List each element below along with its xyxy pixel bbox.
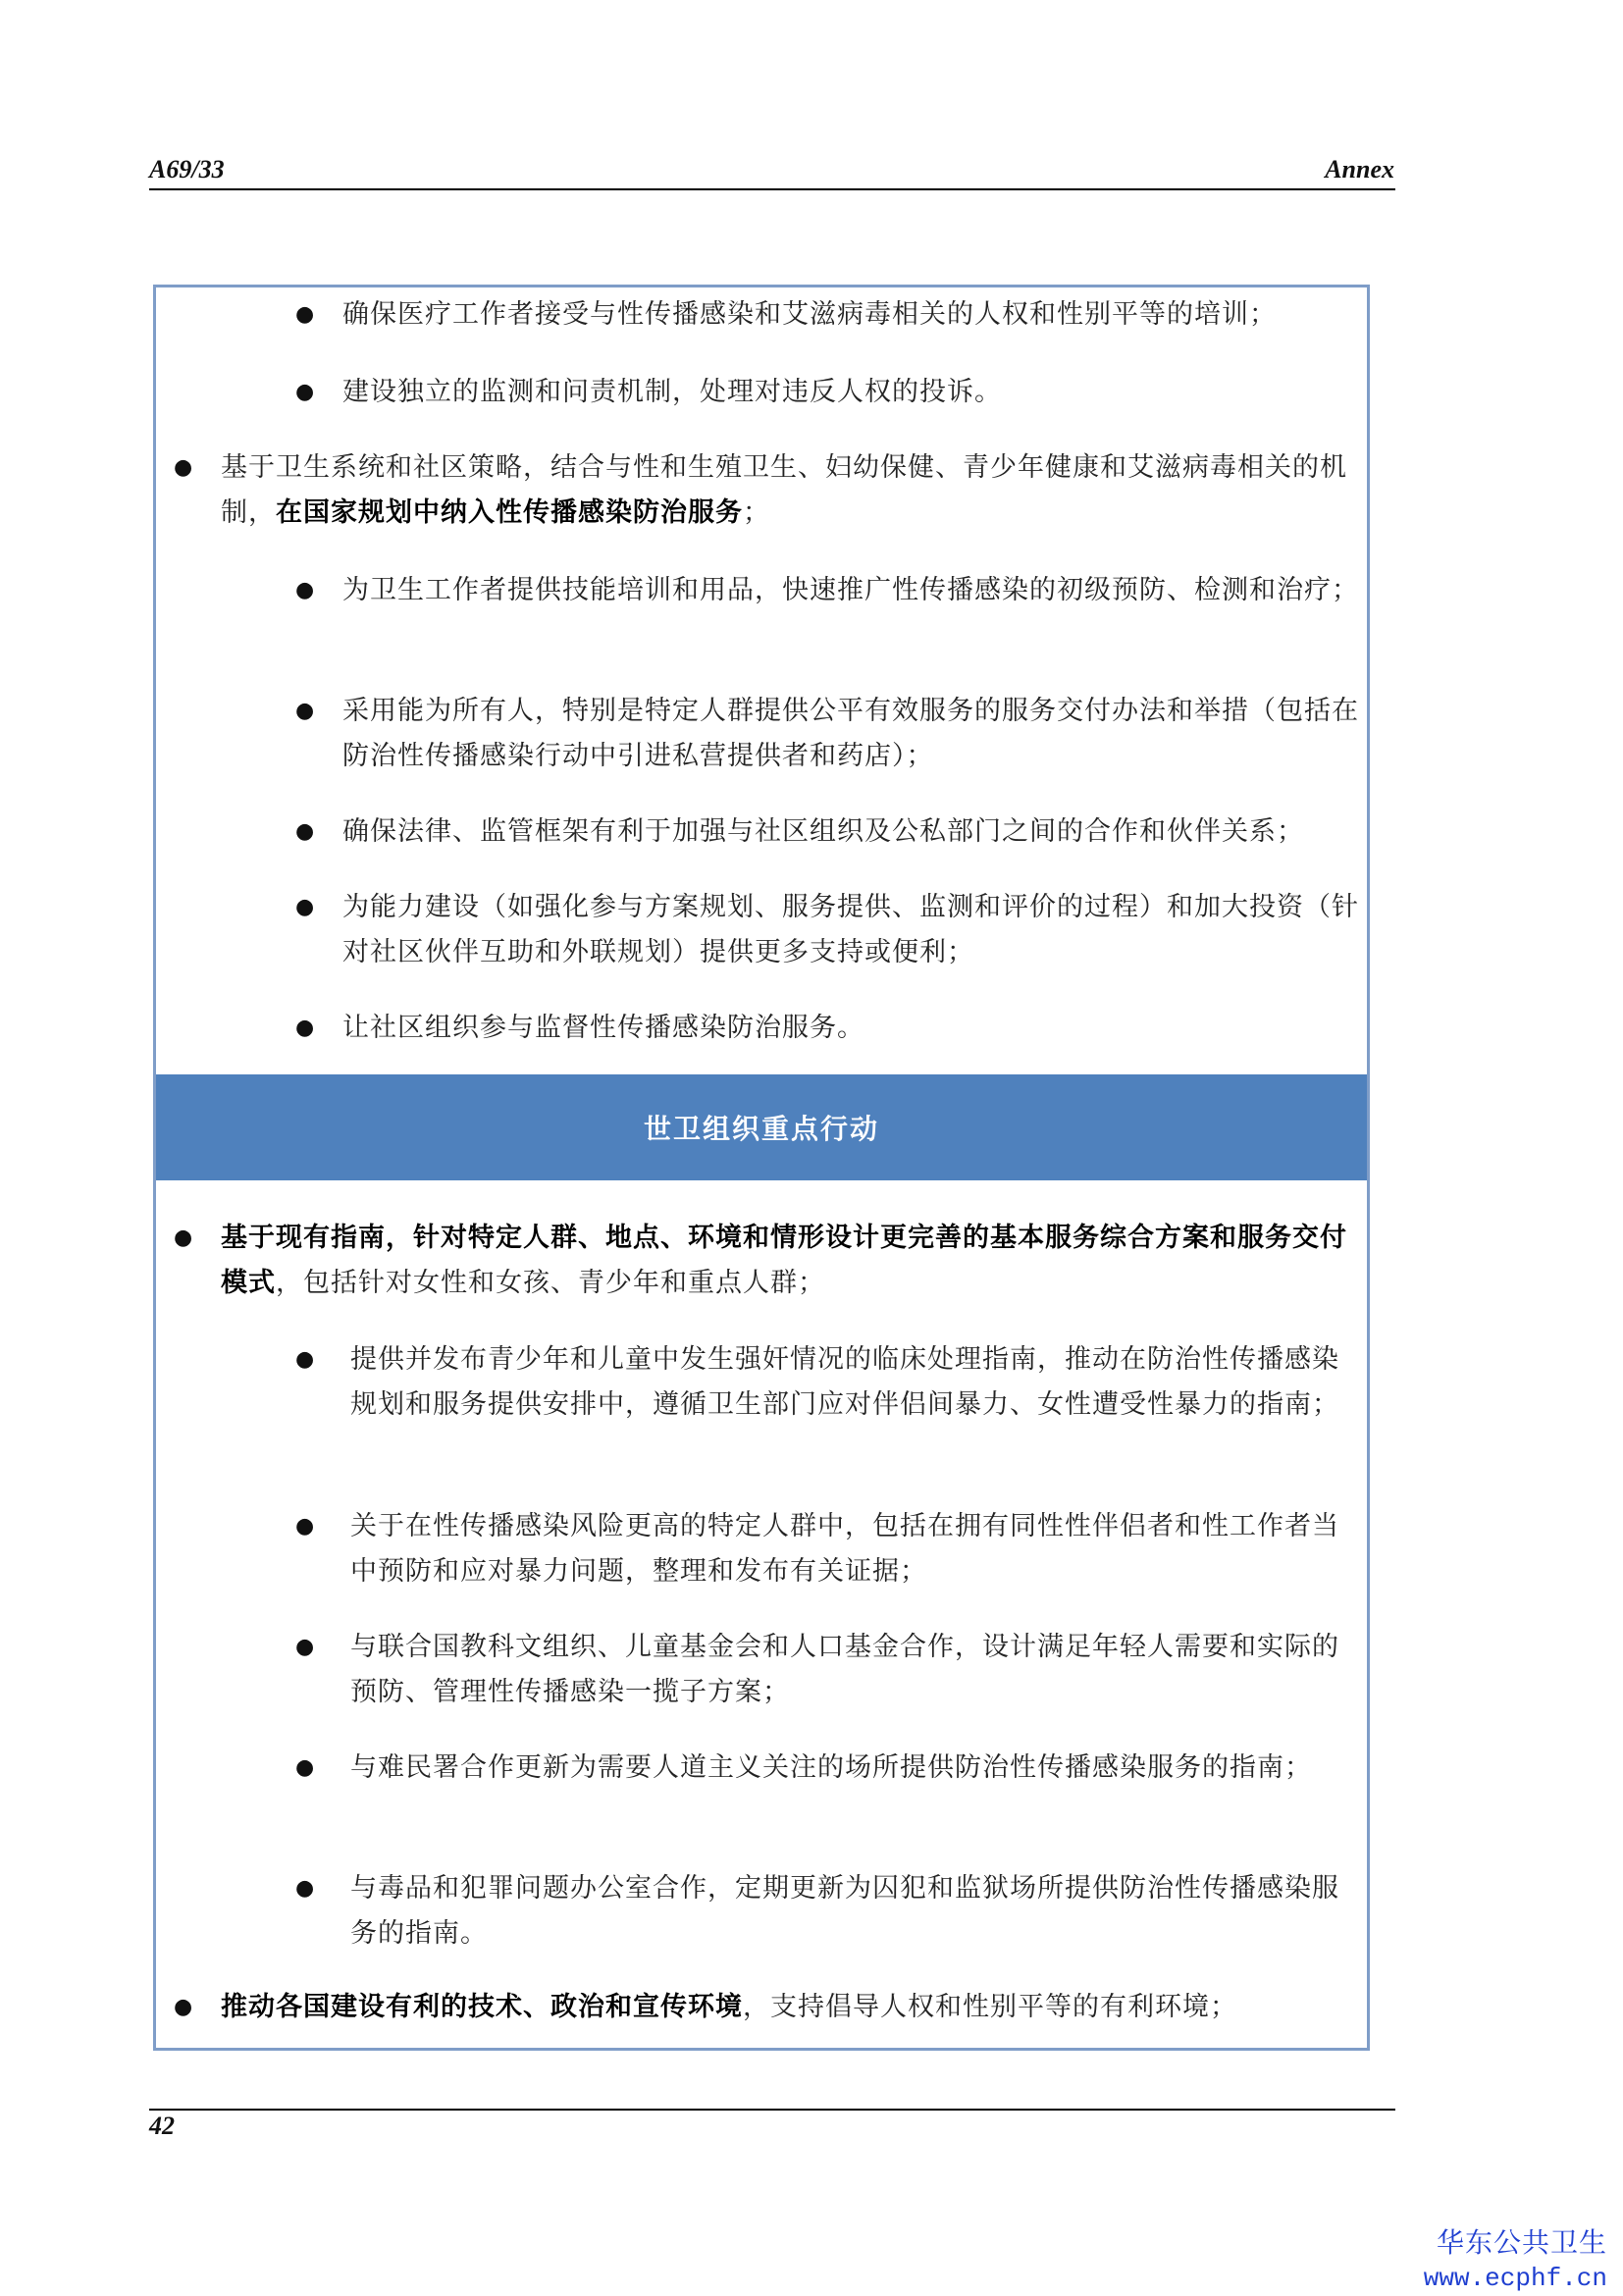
who-actions-banner xyxy=(156,1074,1367,1180)
list-item: ● 基于卫生系统和社区策略，结合与性和生殖卫生、妇幼保健、青少年健康和艾滋病毒相关的机制，在国家规划中纳入性传播感染防治服务； xyxy=(221,445,1359,536)
bullet-icon: ● xyxy=(295,1347,316,1372)
bullet-icon: ● xyxy=(295,1876,316,1901)
bullet-icon: ● xyxy=(295,302,316,327)
list-item: ● 采用能为所有人，特别是特定人群提供公平有效服务的服务交付办法和举措（包括在防治性传播感染行动中引进私营提供者和药店）； xyxy=(342,689,1359,779)
bullet-icon: ● xyxy=(174,1995,194,2019)
list-item: ● 与毒品和犯罪问题办公室合作，定期更新为囚犯和监狱场所提供防治性传播感染服务的指南。 xyxy=(350,1866,1359,1957)
bullet-icon: ● xyxy=(295,1635,316,1659)
list-item: ● 与难民署合作更新为需要人道主义关注的场所提供防治性传播感染服务的指南； xyxy=(350,1746,1359,1791)
watermark-url: www.ecphf.cn xyxy=(1423,2264,1607,2293)
bullet-icon: ● xyxy=(295,578,316,602)
bullet-icon: ● xyxy=(174,1226,194,1250)
document-number: A69/33 xyxy=(149,155,225,183)
bullet-icon: ● xyxy=(295,699,316,723)
page-number: 42 xyxy=(149,2112,175,2140)
bullet-icon: ● xyxy=(295,380,316,404)
list-item: ● 关于在性传播感染风险更高的特定人群中，包括在拥有同性性伴侣者和性工作者当中预防和应对暴力问题，整理和发布有关证据； xyxy=(350,1504,1359,1594)
bullet-icon: ● xyxy=(295,895,316,919)
bullet-icon: ● xyxy=(174,455,194,480)
list-item: ● 确保法律、监管框架有利于加强与社区组织及公私部门之间的合作和伙伴关系； xyxy=(342,809,1359,855)
bullet-icon: ● xyxy=(295,1755,316,1780)
list-item: ● 提供并发布青少年和儿童中发生强奸情况的临床处理指南，推动在防治性传播感染规划和服务提供安排中，遵循卫生部门应对伴侣间暴力、女性遭受性暴力的指南； xyxy=(350,1337,1359,1428)
list-item: ● 让社区组织参与监督性传播感染防治服务。 xyxy=(342,1006,1359,1051)
list-item: ● 与联合国教科文组织、儿童基金会和人口基金合作，设计满足年轻人需要和实际的预防、管理性传播感染一揽子方案； xyxy=(350,1625,1359,1715)
list-item: ● 确保医疗工作者接受与性传播感染和艾滋病毒相关的人权和性别平等的培训； xyxy=(342,292,1359,338)
list-item: ● 推动各国建设有利的技术、政治和宣传环境，支持倡导人权和性别平等的有利环境； xyxy=(221,1985,1359,2030)
content-box xyxy=(153,285,1370,2051)
watermark-name: 华东公共卫生 xyxy=(1436,2226,1607,2259)
banner-title: 世卫组织重点行动 xyxy=(643,1113,879,1145)
section-label: Annex xyxy=(1325,155,1394,183)
bullet-icon: ● xyxy=(295,819,316,844)
bullet-icon: ● xyxy=(295,1514,316,1539)
list-item: ● 基于现有指南，针对特定人群、地点、环境和情形设计更完善的基本服务综合方案和服务交付模式，包括针对女性和女孩、青少年和重点人群； xyxy=(221,1216,1359,1306)
watermark xyxy=(1424,2225,1607,2296)
list-item: ● 建设独立的监测和问责机制，处理对违反人权的投诉。 xyxy=(342,370,1359,415)
list-item: ● 为卫生工作者提供技能培训和用品，快速推广性传播感染的初级预防、检测和治疗； xyxy=(342,568,1359,613)
footer-rule xyxy=(149,2109,1395,2111)
header-rule xyxy=(149,188,1395,190)
bullet-icon: ● xyxy=(295,1016,316,1040)
list-item: ● 为能力建设（如强化参与方案规划、服务提供、监测和评价的过程）和加大投资（针对社区伙伴互助和外联规划）提供更多支持或便利； xyxy=(342,885,1359,975)
